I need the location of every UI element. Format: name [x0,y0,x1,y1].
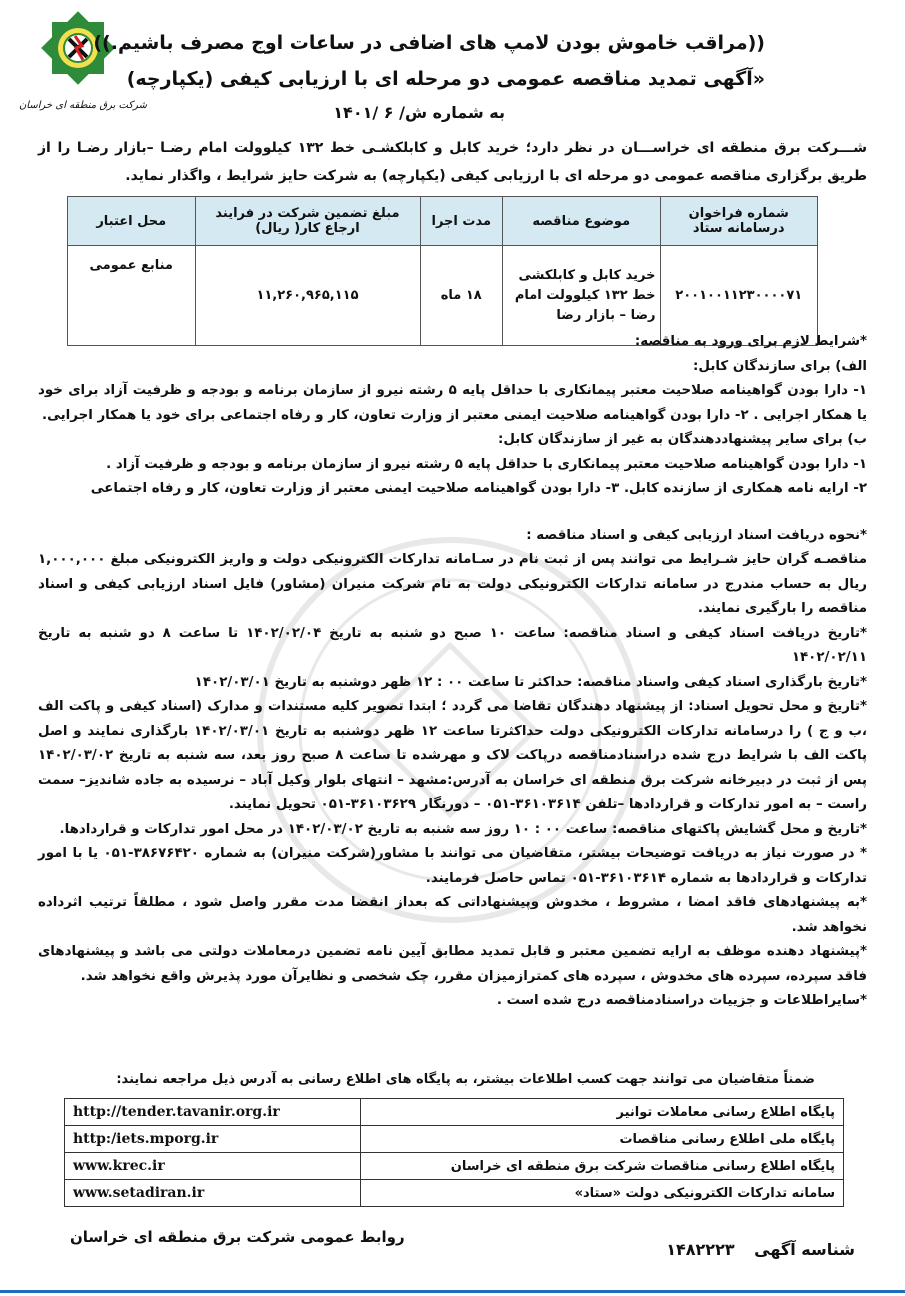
table-row [65,1126,844,1153]
table-cell: خرید کابل و کابلکشی خط ۱۳۲ کیلوولت امام رضا – بازار رضا [503,246,661,346]
docs-text: مناقصـه گران حایز شـرایط می توانند پس از ثبت نام در سـامانه تدارکات الکترونیکی دولت و واریز الکترونیکی مبلغ ۱,۰۰۰,۰۰۰ ریال به حساب مندرج در سامانه تدارکات الکترونیکی دولت به نام شرکت منیران (مشاور) فایل اسناد ارزیابی کیفی و اسناد مناقصه را بارگیری نمایند. [38,552,867,616]
bottom-divider [0,1290,905,1293]
link-name: پایگاه ملی اطلاع رسانی مناقصات [361,1126,844,1153]
public-relations-signature: روابط عمومی شرکت برق منطقه ای خراسان [70,1228,405,1246]
table-cell: ۱۸ ماه [420,246,503,346]
table-cell: ۲۰۰۱۰۰۱۱۲۳۰۰۰۰۷۱ [660,246,818,346]
receive-date: *تاریخ دریافت اسناد کیفی و اسناد مناقصه: ساعت ۱۰ صبح دو شنبه به تاریخ ۱۴۰۲/۰۲/۰۴ تا ساعت ۸ دو شنبه به تاریخ ۱۴۰۲/۰۲/۱۱ [38,625,868,665]
ad-id-value: ۱۴۸۲۲۲۳ [666,1240,735,1259]
table-header-cell: مبلغ تضمین شرکت در فرایند ارجاع کار( ریال) [195,197,420,246]
table-row [65,1153,844,1180]
conditions-b-title: ب) برای سایر پیشنهاددهندگان به غیر از سازندگان کابل: [497,432,867,447]
links-table [64,1098,844,1207]
table-header-cell: شماره فراخوان درسامانه ستاد [660,197,818,246]
opening-text: *تاریخ و محل گشایش پاکتهای مناقصه: ساعت ۰۰ : ۱۰ روز سه شنبه به تاریخ ۱۴۰۲/۰۳/۰۲ در محل امور تدارکات و قراردادها. [59,821,867,837]
link-url[interactable]: www.setadiran.ir [65,1180,361,1207]
link-url[interactable]: www.krec.ir [65,1153,361,1180]
link-name: پایگاه اطلاع رسانی مناقصات شرکت برق منطقه ای خراسان [361,1153,844,1180]
note-2: *پیشنهاد دهنده موظف به ارایه تضمین معتبر و قابل تمدید مطابق آیین نامه تضمین درمعاملات دولتی می باشد و پیشنهادهای فاقد سپرده، سپرده های مخدوش ، سپرده های کمترازمیزان مقرر، چک شخصی و نظایرآن مورد پذیرش واقع نخواهد شد. [38,944,867,984]
table-header-cell: مدت اجرا [420,197,503,246]
conditions-a-text: ۱- دارا بودن گواهینامه صلاحیت معتبر پیمانکاری با حداقل پایه ۵ رشته نیرو از سازمان برنامه و بودجه و ظرفیت آزاد برای خود یا همکار اجرایی . ۲- دارا بودن گواهینامه صلاحیت ایمنی معتبر از وزارت تعاون، کار و رفاه اجتماعی برای خود یا همکار اجرایی. [38,383,867,423]
contact-text: * در صورت نیاز به دریافت توضیحات بیشتر، متقاضیان می توانند با مشاور(شرکت منیران) به شماره ۳۸۶۷۶۴۲۰-۰۵۱ یا با امور تدارکات و قراردادها به شماره ۳۶۱۰۳۶۱۴-۰۵۱ تماس حاصل فرمایند. [38,846,867,886]
table-cell: ۱۱,۲۶۰,۹۶۵,۱۱۵ [195,246,420,346]
note-3: *سایراطلاعات و جزییات دراسنادمناقصه درج شده است . [496,993,867,1008]
intro-paragraph: شـــرکت برق منطقه ای خراســـان در نظر دارد؛ خرید کابل و کابلکشـی خط ۱۳۲ کیلوولت امام رضـا –بازار رضـا را از طریق برگزاری مناقصه عمومی دو مرحله ای با ارزیابی کیفی (یکپارچه) به شرکت حایز شرایط ، واگذار نماید. [38,140,867,184]
link-url[interactable]: http:/iets.mporg.ir [65,1126,361,1153]
table-header-row [68,197,818,246]
logo-caption: شرکت برق منطقه ای خراسان [18,100,148,111]
closing-note: ضمناً متقاضیان می توانند جهت کسب اطلاعات بیشتر، به پایگاه های اطلاع رسانی به آدرس ذیل مراجعه نمایند: [116,1072,815,1087]
table-header-cell: موضوع مناقصه [503,197,661,246]
header-title: «آگهی تمدید مناقصه عمومی دو مرحله ای با ارزیابی کیفی (یکپارچه) [126,68,765,90]
link-name: سامانه تدارکات الکترونیکی دولت «ستاد» [361,1180,844,1207]
table-row [65,1099,844,1126]
tender-body [38,330,867,1014]
table-cell: منابع عمومی [68,246,196,346]
link-name: پایگاه اطلاع رسانی معاملات توانیر [361,1099,844,1126]
docs-title: *نحوه دریافت اسناد ارزیابی کیفی و اسناد مناقصه : [526,527,867,543]
header-slogan: ((مراقب خاموش بودن لامپ های اضافی در ساعات اوج مصرف باشیم.)) [93,32,765,54]
upload-date: *تاریخ بارگذاری اسناد کیفی واسناد مناقصه: حداکثر تا ساعت ۰۰ : ۱۲ ظهر دوشنبه به تاریخ ۱۴۰۲/۰۳/۰۱ [194,674,867,690]
link-url[interactable]: http://tender.tavanir.org.ir [65,1099,361,1126]
table-header-cell: محل اعتبار [68,197,196,246]
delivery-text: *تاریخ و محل تحویل اسناد: از پیشنهاد دهندگان تقاضا می گردد ؛ ابتدا تصویر کلیه مستندات و مدارک (اسناد کیفی و پاکت الف ،ب و ج ) را درسامانه تدارکات الکترونیکی دولت حداکثرتا ساعت ۱۲ ظهر دوشنبه به تاریخ ۱۴۰۲/۰۳/۰۱ بارگذاری نمایند و اصل پاکت الف با شرایط درج شده دراسنادمناقصه درپاکت لاک و مهرشده تا ساعت ۸ صبح روز بعد، سه شنبه به تاریخ ۱۴۰۲/۰۳/۰۲ پس از ثبت در دبیرخانه شرکت برق منطقه ای خراسان به آدرس:مشهد – انتهای بلوار وکیل آباد – نرسیده به جاده شاندیز– سمت راست – به امور تدارکات و قراردادها –تلفن ۳۶۱۰۳۶۱۴-۰۵۱ – دورنگار ۳۶۱۰۳۶۲۹-۰۵۱ تحویل نمایند. [38,699,867,812]
conditions-a-title: الف) برای سازندگان کابل: [693,358,867,374]
ad-id-label: شناسه آگهی [754,1240,855,1259]
ad-id [666,1240,855,1259]
conditions-b-item-2: ۲- ارایه نامه همکاری از سازنده کابل. ۳- دارا بودن گواهینامه صلاحیت ایمنی معتبر از وزارت تعاون، کار و رفاه اجتماعی [90,481,867,496]
header-number: به شماره ش/ ۶ /۱۴۰۱ [333,103,505,122]
conditions-b-item-1: ۱- دارا بودن گواهینامه صلاحیت معتبر پیمانکاری با حداقل پایه ۵ رشته نیرو از سازمان برنامه و بودجه و ظرفیت آزاد . [106,456,867,472]
tender-info-table [67,196,818,346]
conditions-title: *شرایط لازم برای ورود به مناقصه: [634,334,867,349]
note-1: *به پیشنهادهای فاقد امضا ، مشروط ، مخدوش وپیشنهاداتی که بعداز انقضا مدت مقرر واصل شود ، مطلقاً ترتیب اثرداده نخواهد شد. [38,895,867,935]
table-row [65,1180,844,1207]
